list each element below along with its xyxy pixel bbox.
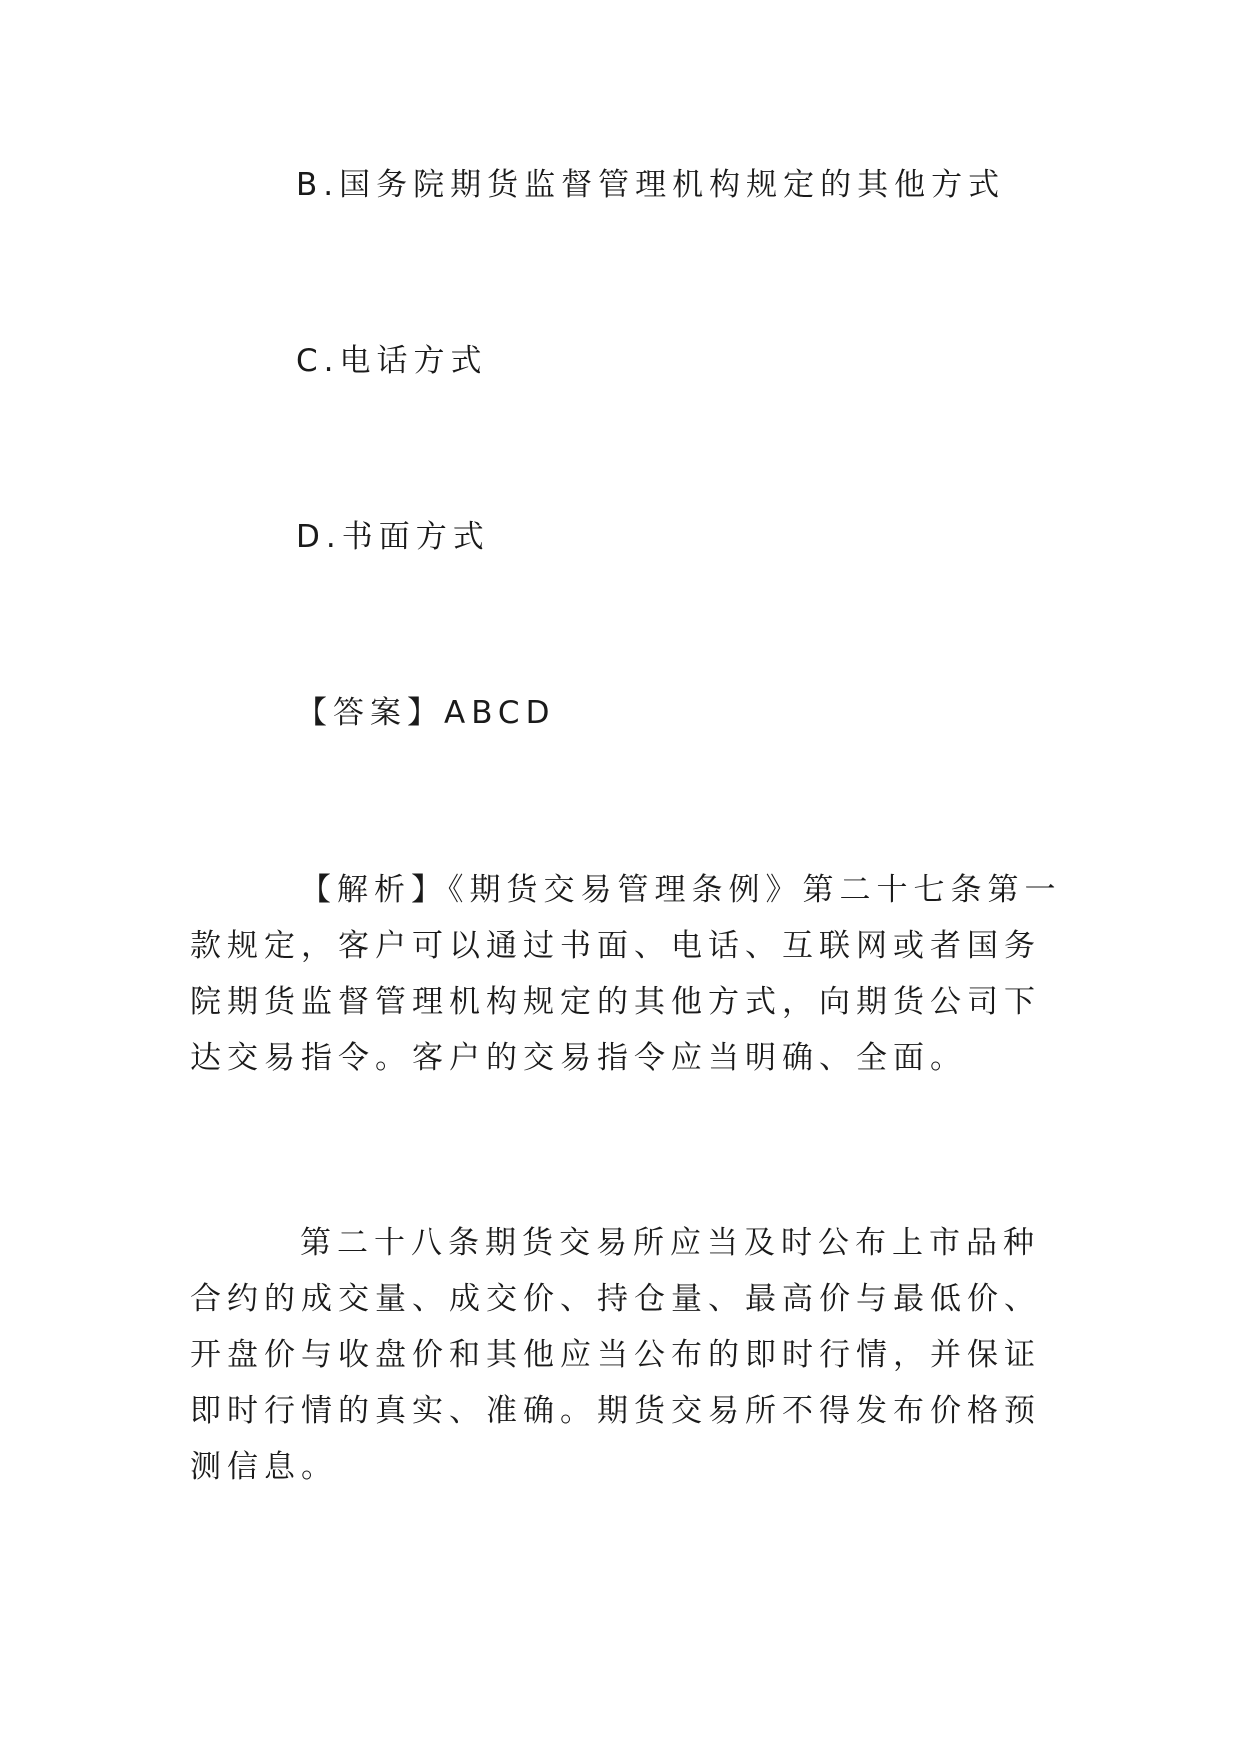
answer-line: 【答案】ABCD — [296, 695, 556, 731]
option-b: B.国务院期货监督管理机构规定的其他方式 — [296, 167, 1006, 203]
article-28-text: 第二十八条期货交易所应当及时公布上市品种合约的成交量、成交价、持仓量、最高价与最低价、开盘价与收盘价和其他应当公布的即时行情，并保证即时行情的真实、准确。期货交易所不得发布价格预测信息。 — [190, 1225, 1041, 1485]
option-d: D.书面方式 — [296, 519, 490, 555]
option-c: C.电话方式 — [296, 343, 488, 379]
analysis-paragraph — [190, 862, 1070, 1086]
analysis-text: 【解析】《期货交易管理条例》第二十七条第一款规定，客户可以通过书面、电话、互联网或者国务院期货监督管理机构规定的其他方式，向期货公司下达交易指令。客户的交易指令应当明确、全面。 — [190, 872, 1062, 1076]
article-28-paragraph — [190, 1215, 1070, 1495]
